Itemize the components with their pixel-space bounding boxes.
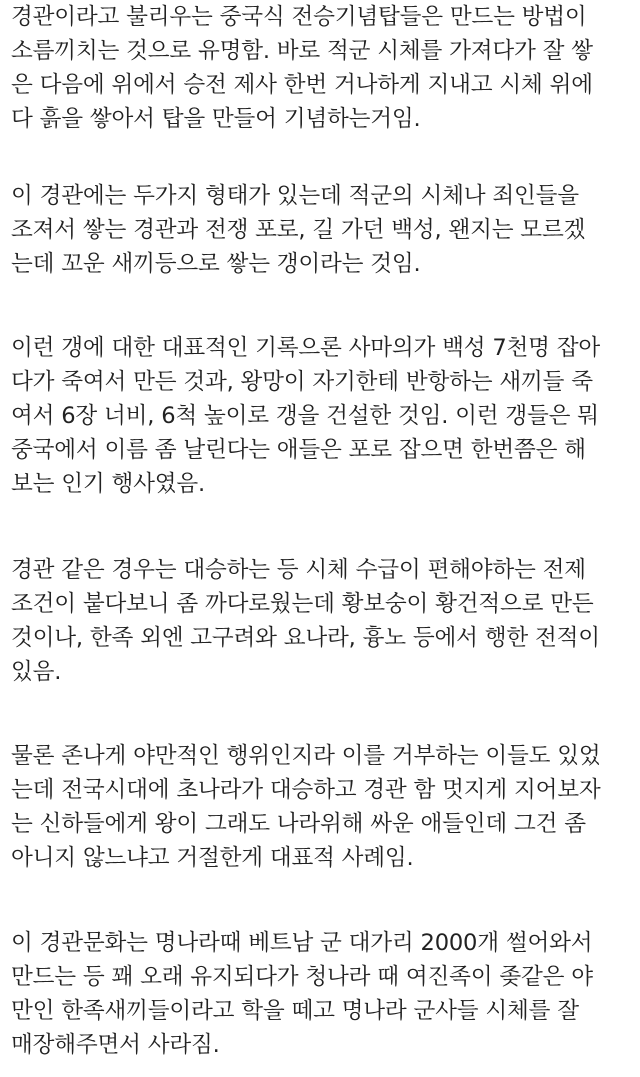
text-line: 는데 꼬운 새끼등으로 쌓는 갱이라는 것임. — [11, 251, 421, 277]
text-line: 물론 존나게 야만적인 행위인지라 이를 거부하는 이들도 있었 — [11, 743, 601, 769]
text-line: 만인 한족새끼들이라고 학을 떼고 명나라 군사들 시체를 잘 — [11, 998, 579, 1024]
text-line: 이런 갱에 대한 대표적인 기록으론 사마의가 백성 7천명 잡아 — [11, 335, 601, 361]
text-line: 있음. — [11, 659, 62, 685]
text-line: 경관이라고 불리우는 중국식 전승기념탑들은 만드는 방법이 — [11, 4, 587, 30]
text-line: 매장해주면서 사라짐. — [11, 1032, 220, 1058]
text-line: 아니지 않느냐고 거절한게 대표적 사례임. — [11, 845, 414, 871]
text-line: 는데 전국시대에 초나라가 대승하고 경관 함 멋지게 지어보자 — [11, 777, 601, 803]
text-line: 경관 같은 경우는 대승하는 등 시체 수급이 편해야하는 전제 — [11, 557, 586, 583]
text-line: 다 흙을 쌓아서 탑을 만들어 기념하는거임. — [11, 106, 421, 132]
text-line: 조져서 쌓는 경관과 전쟁 포로, 길 가던 백성, 왠지는 모르겠 — [11, 217, 586, 243]
paragraph-2 — [11, 179, 585, 281]
text-line: 소름끼치는 것으로 유명함. 바로 적군 시체를 가져다가 잘 쌓 — [11, 38, 593, 64]
text-line: 는 신하들에게 왕이 그래도 나라위해 싸운 애들인데 그건 좀 — [11, 811, 586, 837]
paragraph-1 — [11, 0, 593, 136]
text-line: 조건이 붙다보니 좀 까다로웠는데 황보숭이 황건적으로 만든 — [11, 591, 594, 617]
text-line: 보는 인기 행사였음. — [11, 471, 205, 497]
text-line: 이 경관에는 두가지 형태가 있는데 적군의 시체나 죄인들을 — [11, 183, 579, 209]
text-line: 다가 죽여서 만든 것과, 왕망이 자기한테 반항하는 새끼들 죽 — [11, 369, 593, 395]
text-line: 여서 6장 너비, 6척 높이로 갱을 건설한 것임. 이런 갱들은 뭐 — [11, 403, 599, 429]
paragraph-5 — [11, 739, 601, 875]
text-line: 만드는 등 꽤 오래 유지되다가 청나라 때 여진족이 좆같은 야 — [11, 964, 593, 990]
text-line: 이 경관문화는 명나라때 베트남 군 대가리 2000개 썰어와서 — [11, 930, 593, 956]
paragraph-3 — [11, 331, 600, 501]
text-line: 은 다음에 위에서 승전 제사 한번 거나하게 지내고 시체 위에 — [11, 72, 593, 98]
paragraph-6 — [11, 926, 593, 1062]
paragraph-4 — [11, 553, 600, 689]
text-line: 중국에서 이름 좀 날린다는 애들은 포로 잡으면 한번쯤은 해 — [11, 437, 586, 463]
text-line: 것이나, 한족 외엔 고구려와 요나라, 흉노 등에서 행한 전적이 — [11, 625, 600, 651]
